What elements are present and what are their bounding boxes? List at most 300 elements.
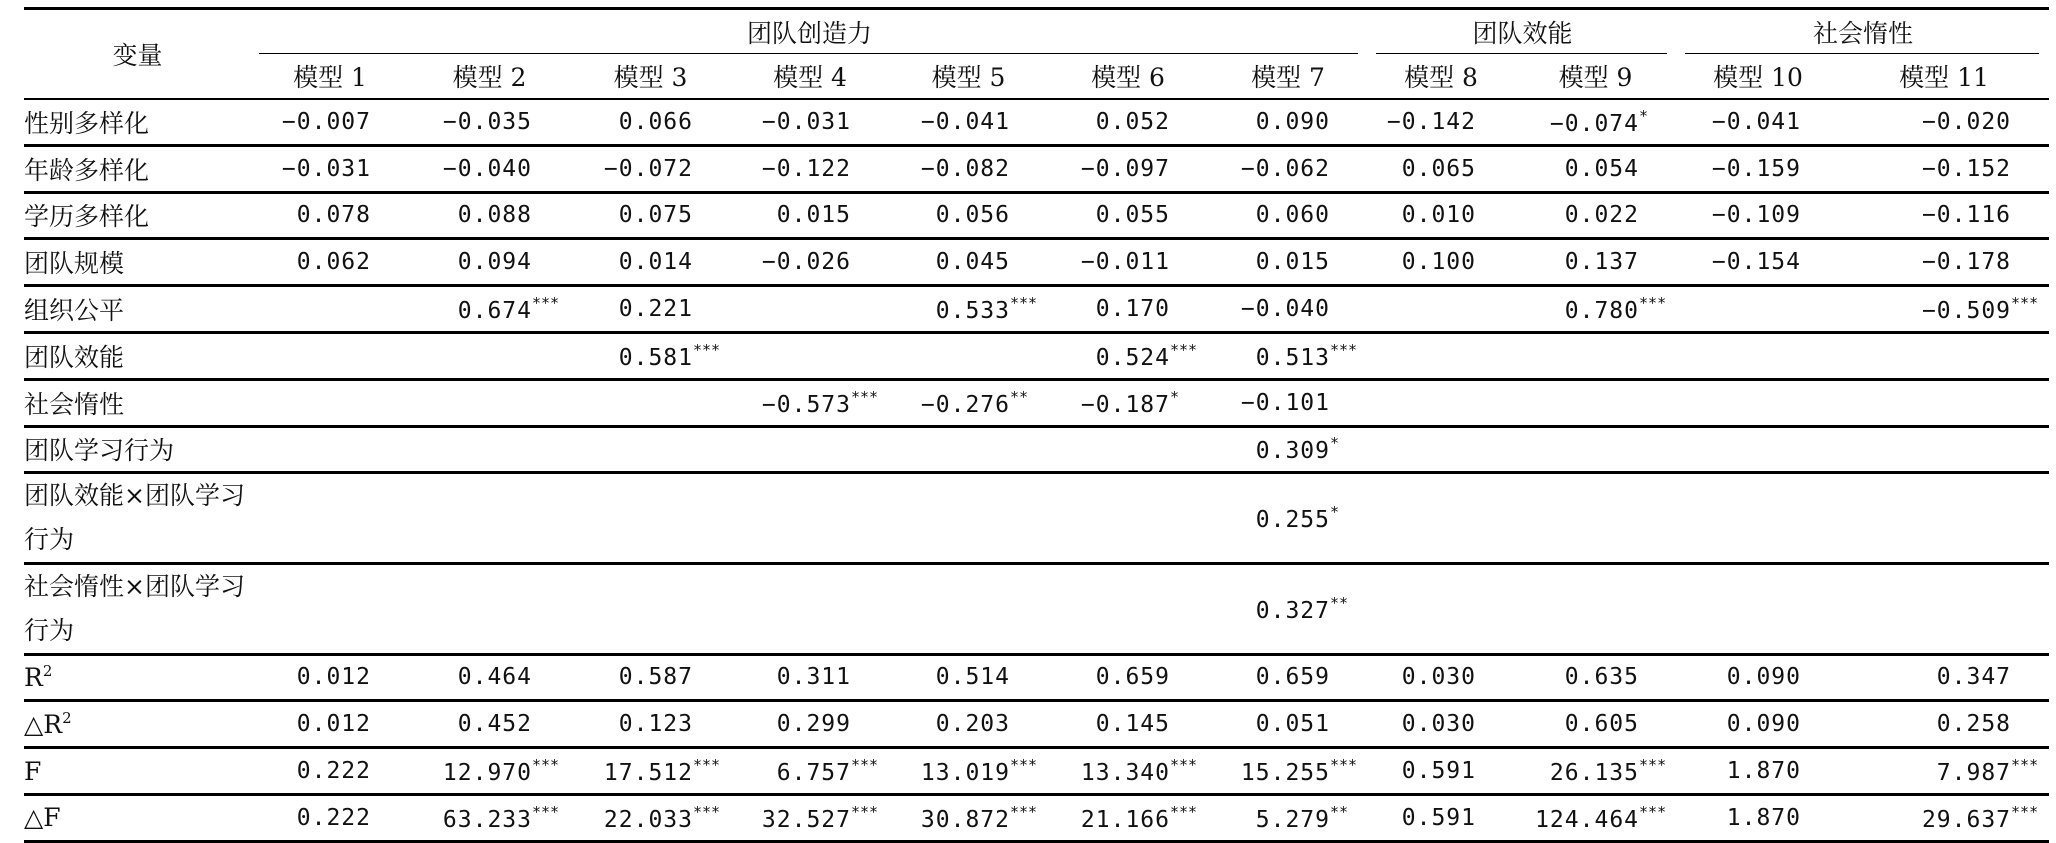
- value-cell: [1839, 379, 2049, 426]
- value-cell: [889, 192, 1048, 239]
- value-cell: −0.509***: [1839, 286, 2049, 333]
- coefficient-value: 0.309: [1255, 438, 1330, 465]
- value-cell: 0.327**: [1208, 563, 1368, 654]
- value-cell: [1677, 192, 1839, 239]
- value-cell: [1048, 654, 1208, 701]
- coefficient-value: 0.311: [776, 664, 851, 691]
- coefficient-value: 0.258: [1936, 711, 2012, 738]
- coefficient-value: −0.276: [920, 391, 1010, 418]
- value-cell: −0.276**: [889, 379, 1048, 426]
- value-cell: 0.524***: [1048, 332, 1208, 379]
- coefficient-value: −0.035: [442, 108, 532, 135]
- value-cell: [1839, 332, 2049, 379]
- group-header-creativity-label: 团队创造力: [746, 19, 872, 48]
- coefficient-value: −0.007: [281, 108, 371, 135]
- coefficient-value: 0.062: [296, 249, 371, 276]
- value-cell: [1368, 563, 1514, 654]
- value-cell: [889, 332, 1048, 379]
- coefficient-value: 0.581: [618, 344, 693, 371]
- row-label: [24, 239, 251, 286]
- row-label-text: 性别多样化: [24, 108, 150, 138]
- value-cell: 6.757***: [731, 748, 889, 795]
- value-cell: [570, 654, 731, 701]
- value-cell: [251, 239, 409, 286]
- value-cell: [251, 332, 409, 379]
- group-header-loafing-label: 社会惰性: [1813, 19, 1914, 48]
- coefficient-value: 0.060: [1255, 202, 1330, 229]
- coefficient-value: 0.659: [1095, 664, 1170, 691]
- coefficient-value: 1.870: [1726, 804, 1802, 831]
- value-cell: 0.674***: [409, 286, 570, 333]
- row-label-text: F: [24, 756, 42, 786]
- value-cell: [1048, 701, 1208, 748]
- value-cell: [1677, 794, 1839, 841]
- value-cell: [889, 239, 1048, 286]
- coefficient-value: 0.054: [1564, 155, 1640, 182]
- coefficient-value: 0.030: [1401, 711, 1476, 738]
- value-cell: [1514, 473, 1677, 564]
- coefficient-value: 0.090: [1726, 711, 1802, 738]
- value-cell: 21.166***: [1048, 794, 1208, 841]
- value-cell: [731, 239, 889, 286]
- row-label-text: 团队效能×团队学习行为: [24, 481, 245, 555]
- row-label-superscript: 2: [42, 662, 53, 681]
- value-cell: [889, 473, 1048, 564]
- table-body: [24, 99, 2049, 841]
- value-cell: [1368, 473, 1514, 564]
- value-cell: [409, 379, 570, 426]
- model-header: 模型 5: [889, 54, 1048, 99]
- value-cell: [251, 99, 409, 145]
- coefficient-value: −0.142: [1386, 108, 1476, 135]
- value-cell: [251, 379, 409, 426]
- row-label-superscript: 2: [62, 709, 72, 728]
- value-cell: [1368, 794, 1514, 841]
- value-cell: −0.573***: [731, 379, 889, 426]
- row-label: [24, 748, 251, 795]
- coefficient-value: 0.066: [618, 108, 693, 135]
- value-cell: [1208, 239, 1368, 286]
- coefficient-value: 0.591: [1401, 804, 1476, 831]
- value-cell: [251, 145, 409, 192]
- value-cell: [1514, 563, 1677, 654]
- model-header: 模型 11: [1839, 54, 2049, 99]
- coefficient-value: 22.033: [603, 806, 693, 833]
- group-header-creativity: [251, 9, 1368, 55]
- row-label-text: 社会惰性: [24, 389, 125, 419]
- value-cell: −0.074*: [1514, 99, 1677, 145]
- value-cell: 0.533***: [889, 286, 1048, 333]
- coefficient-value: 30.872: [920, 806, 1010, 833]
- coefficient-value: 0.587: [618, 664, 693, 691]
- model-header: 模型 2: [409, 54, 570, 99]
- value-cell: [570, 563, 731, 654]
- value-cell: 12.970***: [409, 748, 570, 795]
- coefficient-value: 0.015: [776, 202, 851, 229]
- model-header: 模型 4: [731, 54, 889, 99]
- coefficient-value: 13.340: [1080, 760, 1170, 787]
- coefficient-value: 15.255: [1240, 760, 1330, 787]
- row-label: [24, 701, 251, 748]
- row-label: [24, 563, 251, 654]
- coefficient-value: −0.152: [1921, 155, 2012, 182]
- coefficient-value: −0.509: [1921, 298, 2012, 325]
- value-cell: 26.135***: [1514, 748, 1677, 795]
- coefficient-value: 0.659: [1255, 664, 1330, 691]
- value-cell: [1208, 654, 1368, 701]
- coefficient-value: 0.100: [1401, 249, 1476, 276]
- value-cell: [409, 563, 570, 654]
- value-cell: [1368, 99, 1514, 145]
- coefficient-value: 0.052: [1095, 108, 1170, 135]
- value-cell: [1677, 563, 1839, 654]
- coefficient-value: 0.221: [618, 296, 693, 323]
- value-cell: 0.581***: [570, 332, 731, 379]
- table-row: [24, 701, 2049, 748]
- value-cell: [1514, 379, 1677, 426]
- coefficient-value: 0.078: [296, 202, 371, 229]
- coefficient-value: 0.088: [457, 202, 532, 229]
- value-cell: [1677, 145, 1839, 192]
- model-header: 模型 1: [251, 54, 409, 99]
- value-cell: [1677, 473, 1839, 564]
- coefficient-value: −0.031: [281, 155, 371, 182]
- coefficient-value: 0.012: [296, 664, 371, 691]
- value-cell: [1048, 473, 1208, 564]
- value-cell: [889, 145, 1048, 192]
- coefficient-value: −0.011: [1080, 249, 1170, 276]
- coefficient-value: 6.757: [776, 760, 851, 787]
- value-cell: [409, 701, 570, 748]
- value-cell: [731, 473, 889, 564]
- value-cell: [1514, 192, 1677, 239]
- value-cell: [731, 286, 889, 333]
- coefficient-value: 0.203: [935, 711, 1010, 738]
- value-cell: [570, 239, 731, 286]
- coefficient-value: −0.154: [1711, 249, 1802, 276]
- value-cell: [1368, 654, 1514, 701]
- value-cell: [251, 794, 409, 841]
- table-row: [24, 473, 2049, 564]
- coefficient-value: 0.145: [1095, 711, 1170, 738]
- regression-table: [24, 7, 2049, 843]
- coefficient-value: 0.056: [935, 202, 1010, 229]
- value-cell: [409, 332, 570, 379]
- group-header-loafing: [1677, 9, 2049, 55]
- value-cell: 32.527***: [731, 794, 889, 841]
- coefficient-value: −0.116: [1921, 202, 2012, 229]
- coefficient-value: 0.065: [1401, 155, 1476, 182]
- value-cell: [251, 286, 409, 333]
- coefficient-value: 0.010: [1401, 202, 1476, 229]
- row-label-text: 组织公平: [24, 296, 125, 326]
- value-cell: [731, 145, 889, 192]
- value-cell: [409, 473, 570, 564]
- row-label-text: △R: [24, 710, 63, 740]
- model-header: 模型 10: [1677, 54, 1839, 99]
- group-header-efficacy-label: 团队效能: [1472, 19, 1573, 48]
- coefficient-value: 12.970: [442, 760, 532, 787]
- value-cell: [1368, 239, 1514, 286]
- group-header-efficacy: [1368, 9, 1677, 55]
- row-label-text: 团队效能: [24, 342, 125, 372]
- value-cell: 29.637***: [1839, 794, 2049, 841]
- value-cell: [1839, 654, 2049, 701]
- row-label: [24, 794, 251, 841]
- value-cell: [1514, 701, 1677, 748]
- coefficient-value: 0.170: [1095, 296, 1170, 323]
- coefficient-value: −0.178: [1921, 249, 2012, 276]
- value-cell: [570, 145, 731, 192]
- coefficient-value: −0.097: [1080, 155, 1170, 182]
- value-cell: [1677, 701, 1839, 748]
- value-cell: [1368, 426, 1514, 473]
- row-label: [24, 473, 251, 564]
- model-header: 模型 3: [570, 54, 731, 99]
- row-label-text: 年龄多样化: [24, 155, 150, 185]
- coefficient-value: −0.072: [603, 155, 693, 182]
- coefficient-value: −0.101: [1240, 389, 1330, 416]
- coefficient-value: 0.094: [457, 249, 532, 276]
- value-cell: [1368, 701, 1514, 748]
- row-label: [24, 426, 251, 473]
- value-cell: [1368, 192, 1514, 239]
- coefficient-value: 0.591: [1401, 758, 1476, 785]
- value-cell: [570, 99, 731, 145]
- row-label-text: 团队规模: [24, 249, 125, 279]
- coefficient-value: −0.122: [761, 155, 851, 182]
- coefficient-value: −0.020: [1921, 108, 2012, 135]
- value-cell: [1839, 192, 2049, 239]
- value-cell: [731, 701, 889, 748]
- value-cell: [731, 192, 889, 239]
- value-cell: 7.987***: [1839, 748, 2049, 795]
- coefficient-value: 0.030: [1401, 664, 1476, 691]
- table-row: [24, 794, 2049, 841]
- value-cell: [889, 563, 1048, 654]
- value-cell: [1208, 99, 1368, 145]
- value-cell: [409, 426, 570, 473]
- model-header: 模型 7: [1208, 54, 1368, 99]
- value-cell: [570, 379, 731, 426]
- row-label: [24, 145, 251, 192]
- value-cell: [889, 426, 1048, 473]
- header-group-row: [24, 9, 2049, 55]
- value-cell: [1048, 239, 1208, 286]
- value-cell: [1368, 748, 1514, 795]
- value-cell: [889, 99, 1048, 145]
- coefficient-value: 0.347: [1936, 664, 2012, 691]
- value-cell: [251, 563, 409, 654]
- value-cell: [1839, 145, 2049, 192]
- value-cell: [1048, 426, 1208, 473]
- value-cell: [251, 192, 409, 239]
- value-cell: 17.512***: [570, 748, 731, 795]
- table-row: [24, 563, 2049, 654]
- value-cell: [731, 332, 889, 379]
- value-cell: 13.340***: [1048, 748, 1208, 795]
- row-label-text: 社会惰性×团队学习行为: [24, 571, 245, 645]
- value-cell: [570, 426, 731, 473]
- table-row: [24, 379, 2049, 426]
- coefficient-value: 0.514: [935, 664, 1010, 691]
- value-cell: [889, 654, 1048, 701]
- row-label: [24, 286, 251, 333]
- value-cell: [409, 192, 570, 239]
- value-cell: [889, 701, 1048, 748]
- value-cell: [570, 192, 731, 239]
- value-cell: 0.255*: [1208, 473, 1368, 564]
- model-header: 模型 9: [1514, 54, 1677, 99]
- value-cell: [1368, 379, 1514, 426]
- coefficient-value: 0.533: [935, 298, 1010, 325]
- table-row: [24, 426, 2049, 473]
- coefficient-value: 0.674: [457, 298, 532, 325]
- row-label: [24, 379, 251, 426]
- value-cell: [731, 563, 889, 654]
- variable-header: 变量: [24, 9, 251, 100]
- coefficient-value: 7.987: [1936, 760, 2012, 787]
- coefficient-value: 0.222: [296, 804, 371, 831]
- coefficient-value: −0.074: [1549, 110, 1640, 137]
- coefficient-value: −0.062: [1240, 155, 1330, 182]
- coefficient-value: −0.573: [761, 391, 851, 418]
- value-cell: [1368, 145, 1514, 192]
- value-cell: [1208, 192, 1368, 239]
- value-cell: [1677, 286, 1839, 333]
- coefficient-value: 0.045: [935, 249, 1010, 276]
- coefficient-value: 0.075: [618, 202, 693, 229]
- value-cell: [731, 654, 889, 701]
- value-cell: [409, 654, 570, 701]
- value-cell: −0.187*: [1048, 379, 1208, 426]
- value-cell: 5.279**: [1208, 794, 1368, 841]
- coefficient-value: 0.452: [457, 711, 532, 738]
- value-cell: [731, 99, 889, 145]
- value-cell: [1677, 654, 1839, 701]
- coefficient-value: 0.055: [1095, 202, 1170, 229]
- value-cell: [1839, 99, 2049, 145]
- value-cell: [1514, 239, 1677, 286]
- coefficient-value: 17.512: [603, 760, 693, 787]
- value-cell: [1208, 286, 1368, 333]
- row-label-text: 团队学习行为: [24, 436, 175, 466]
- value-cell: [251, 701, 409, 748]
- value-cell: [251, 473, 409, 564]
- table-row: [24, 748, 2049, 795]
- value-cell: [1677, 99, 1839, 145]
- row-label: [24, 332, 251, 379]
- coefficient-value: 0.022: [1564, 202, 1640, 229]
- value-cell: 15.255***: [1208, 748, 1368, 795]
- coefficient-value: 0.299: [776, 711, 851, 738]
- coefficient-value: 0.255: [1255, 507, 1330, 534]
- coefficient-value: −0.041: [1711, 108, 1802, 135]
- value-cell: [1514, 426, 1677, 473]
- coefficient-value: 0.222: [296, 758, 371, 785]
- coefficient-value: −0.031: [761, 108, 851, 135]
- value-cell: [1208, 145, 1368, 192]
- value-cell: [1368, 332, 1514, 379]
- value-cell: [1839, 563, 2049, 654]
- row-label: [24, 99, 251, 145]
- coefficient-value: 0.123: [618, 711, 693, 738]
- coefficient-value: −0.109: [1711, 202, 1802, 229]
- row-label: [24, 192, 251, 239]
- value-cell: [409, 239, 570, 286]
- coefficient-value: 0.605: [1564, 711, 1640, 738]
- coefficient-value: 0.524: [1095, 344, 1170, 371]
- coefficient-value: 0.051: [1255, 711, 1330, 738]
- value-cell: [1514, 145, 1677, 192]
- value-cell: 0.780***: [1514, 286, 1677, 333]
- coefficient-value: −0.082: [920, 155, 1010, 182]
- value-cell: [1048, 192, 1208, 239]
- coefficient-value: 0.464: [457, 664, 532, 691]
- value-cell: [251, 748, 409, 795]
- coefficient-value: 0.327: [1255, 597, 1330, 624]
- value-cell: 22.033***: [570, 794, 731, 841]
- value-cell: [1677, 426, 1839, 473]
- value-cell: [1677, 239, 1839, 286]
- coefficient-value: 32.527: [761, 806, 851, 833]
- coefficient-value: −0.040: [442, 155, 532, 182]
- value-cell: [1514, 332, 1677, 379]
- coefficient-value: 0.780: [1564, 298, 1640, 325]
- coefficient-value: 0.635: [1564, 664, 1640, 691]
- coefficient-value: 26.135: [1549, 760, 1640, 787]
- value-cell: [1048, 563, 1208, 654]
- coefficient-value: 124.464: [1535, 806, 1640, 833]
- row-label-text: △F: [24, 803, 61, 833]
- coefficient-value: 0.090: [1255, 108, 1330, 135]
- model-header-row: [24, 54, 2049, 99]
- coefficient-value: 1.870: [1726, 758, 1802, 785]
- row-label-text: R: [24, 663, 43, 693]
- value-cell: [1048, 99, 1208, 145]
- model-header: 模型 6: [1048, 54, 1208, 99]
- value-cell: [570, 473, 731, 564]
- table-row: [24, 145, 2049, 192]
- value-cell: [1677, 379, 1839, 426]
- coefficient-value: 0.014: [618, 249, 693, 276]
- value-cell: [409, 99, 570, 145]
- table-row: [24, 332, 2049, 379]
- coefficient-value: 0.015: [1255, 249, 1330, 276]
- model-header: 模型 8: [1368, 54, 1514, 99]
- coefficient-value: −0.159: [1711, 155, 1802, 182]
- table-row: [24, 192, 2049, 239]
- value-cell: 13.019***: [889, 748, 1048, 795]
- value-cell: [1839, 239, 2049, 286]
- row-label-text: 学历多样化: [24, 202, 150, 232]
- value-cell: [1839, 701, 2049, 748]
- coefficient-value: 0.090: [1726, 664, 1802, 691]
- value-cell: [409, 145, 570, 192]
- value-cell: [251, 654, 409, 701]
- table-row: [24, 99, 2049, 145]
- value-cell: 0.309*: [1208, 426, 1368, 473]
- coefficient-value: −0.040: [1240, 296, 1330, 323]
- coefficient-value: 63.233: [442, 806, 532, 833]
- value-cell: 30.872***: [889, 794, 1048, 841]
- value-cell: 124.464***: [1514, 794, 1677, 841]
- value-cell: [1839, 426, 2049, 473]
- coefficient-value: 0.012: [296, 711, 371, 738]
- table-row: [24, 239, 2049, 286]
- coefficient-value: 13.019: [920, 760, 1010, 787]
- coefficient-value: 0.513: [1255, 344, 1330, 371]
